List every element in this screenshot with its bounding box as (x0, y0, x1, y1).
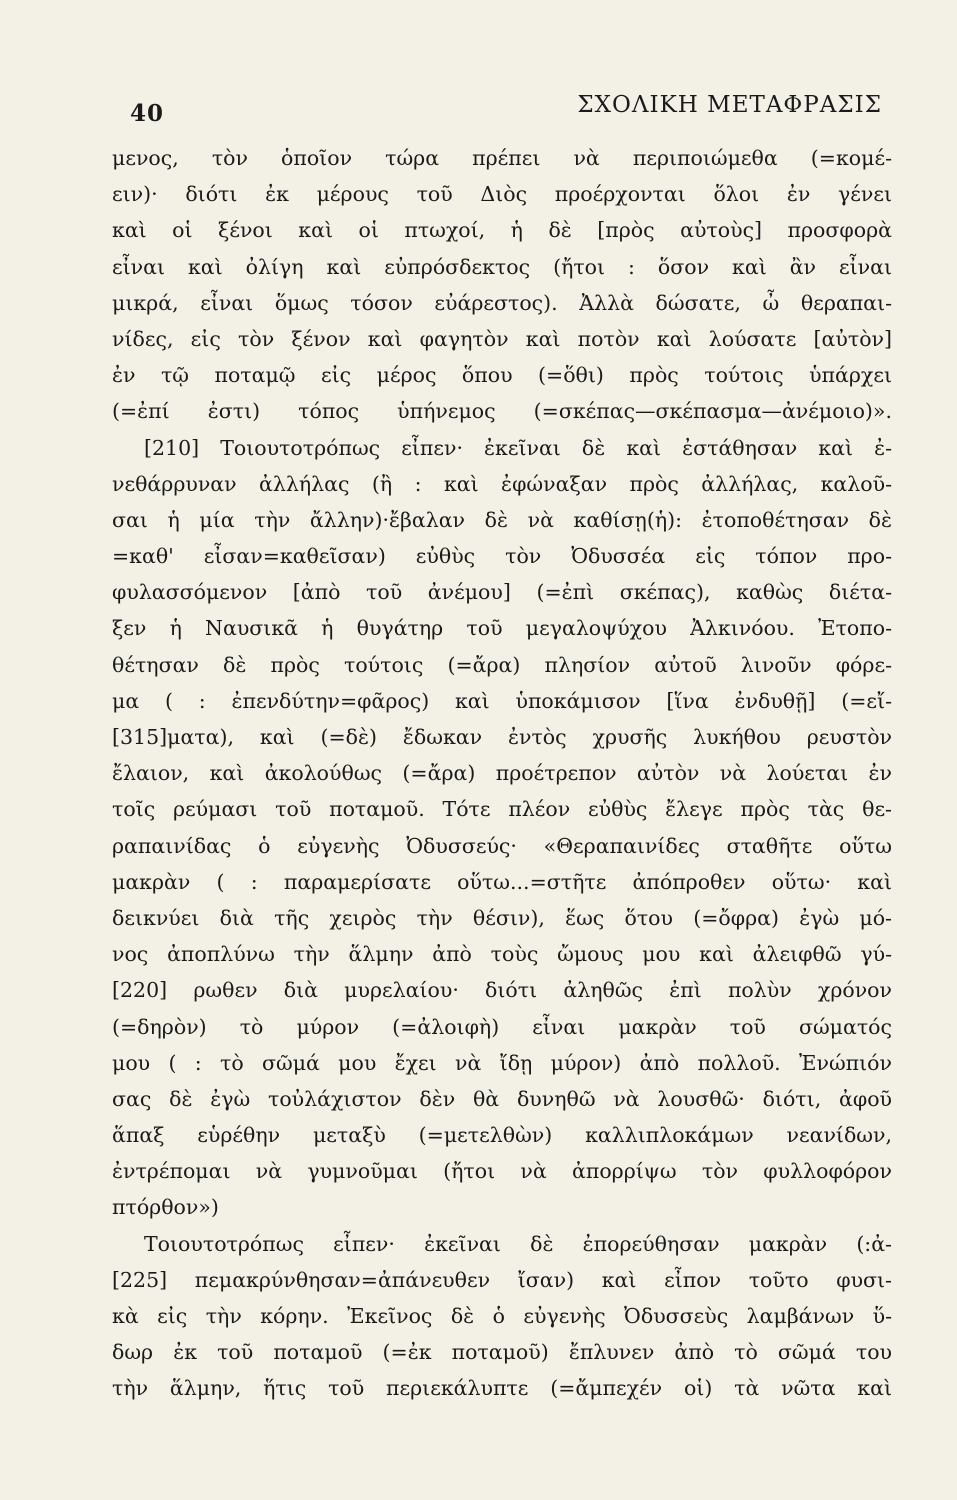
text-line: μικρά, εἶναι ὅμως τόσον εὐάρεστος). Ἀλλὰ δώσατε, ὦ θεραπαι- (112, 290, 892, 315)
text-line: κὰ εἰς τὴν κόρην. Ἐκεῖνος δὲ ὁ εὐγενὴς Ὀδυσσεὺς λαμβάνων ὕ- (112, 1304, 892, 1328)
text-line: νος ἀποπλύνω τὴν ἅλμην ἀπὸ τοὺς ὤμους μου καὶ ἀλειφθῶ γύ- (112, 942, 892, 967)
text-line: φυλασσόμενον [ἀπὸ τοῦ ἀνέμου] (=ἐπὶ σκέπας), καθὼς διέτα- (112, 580, 892, 605)
text-line: σαι ἡ μία τὴν ἄλλην)·ἔβαλαν δὲ νὰ καθίσῃ(ἡ): ἐτοποθέτησαν δὲ (112, 507, 892, 532)
text-line: [220] ρωθεν διὰ μυρελαίου· διότι ἀληθῶς ἐπὶ πολὺν χρόνον (112, 978, 892, 1003)
text-line: [225] πεμακρύνθησαν=ἀπάνευθεν ἴσαν) καὶ εἶπον τοῦτο φυσι- (112, 1267, 892, 1292)
text-line: πτόρθον») (112, 1195, 219, 1220)
text-line: ειν)· διότι ἐκ μέρους τοῦ Διὸς προέρχονται ὅλοι ἐν γένει (112, 182, 892, 207)
text-line: ἐντρέπομαι νὰ γυμνοῦμαι (ἤτοι νὰ ἀπορρίψω τὸν φυλλοφόρον (112, 1159, 892, 1184)
text-line: καὶ οἱ ξένοι καὶ οἱ πτωχοί, ἡ δὲ [πρὸς αὐτοὺς] προσφορὰ (112, 218, 892, 243)
text-line: νεθάρρυναν ἀλλήλας (ἢ : καὶ ἐφώναξαν πρὸς ἀλλήλας, καλοῦ- (112, 471, 892, 496)
text-line: θέτησαν δὲ πρὸς τούτοις (=ἄρα) πλησίον αὐτοῦ λινοῦν φόρε- (112, 652, 892, 677)
text-body (112, 140, 892, 1407)
text-line: (=ἐπί ἐστι) τόπος ὑπήνεμος (=σκέπας—σκέπασμα—ἀνέμοιο)». (112, 399, 892, 424)
text-line: δωρ ἐκ τοῦ ποταμοῦ (=ἐκ ποταμοῦ) ἔπλυνεν ἀπὸ τὸ σῶμά του (112, 1340, 892, 1365)
text-line: νίδες, εἰς τὸν ξένον καὶ φαγητὸν καὶ ποτὸν καὶ λούσατε [αὐτὸν] (112, 326, 892, 351)
text-line: ἅπαξ εὑρέθην μεταξὺ (=μετελθὼν) καλλιπλοκάμων νεανίδων, (112, 1123, 892, 1148)
text-line: ἐν τῷ ποταμῷ εἰς μέρος ὅπου (=ὅθι) πρὸς τούτοις ὑπάρχει (112, 363, 892, 388)
text-line: ραπαινίδας ὁ εὐγενὴς Ὀδυσσεύς· «Θεραπαινίδες σταθῆτε οὕτω (112, 833, 892, 858)
text-line: τοῖς ρεύμασι τοῦ ποταμοῦ. Τότε πλέον εὐθὺς ἔλεγε πρὸς τὰς θε- (112, 797, 892, 822)
text-line: μου ( : τὸ σῶμά μου ἔχει νὰ ἴδῃ μύρον) ἀπὸ πολλοῦ. Ἐνώπιόν (112, 1050, 892, 1075)
text-line: μακρὰν ( : παραμερίσατε οὕτω...=στῆτε ἀπόπροθεν οὕτω· καὶ (112, 869, 892, 894)
text-line: Τοιουτοτρόπως εἶπεν· ἐκεῖναι δὲ ἐπορεύθησαν μακρὰν (:ἀ- (144, 1231, 892, 1256)
text-line: [315]ματα), καὶ (=δὲ) ἔδωκαν ἐντὸς χρυσῆς λυκήθου ρευστὸν (112, 725, 892, 749)
text-line: ξεν ἡ Ναυσικᾶ ἡ θυγάτηρ τοῦ μεγαλοψύχου Ἀλκινόου. Ἐτοπο- (112, 616, 892, 641)
text-line: [210] Τοιουτοτρόπως εἶπεν· ἐκεῖναι δὲ καὶ ἐστάθησαν καὶ ἐ- (144, 435, 892, 460)
text-line: τὴν ἅλμην, ἥτις τοῦ περιεκάλυπτε (=ἄμπεχέν οἱ) τὰ νῶτα καὶ (112, 1376, 892, 1401)
text-line: ἔλαιον, καὶ ἀκολούθως (=ἄρα) προέτρεπον αὐτὸν νὰ λούεται ἐν (112, 761, 892, 786)
text-line: εἶναι καὶ ὀλίγη καὶ εὐπρόσδεκτος (ἤτοι : ὅσον καὶ ἂν εἶναι (112, 254, 892, 279)
running-title: ΣΧΟΛΙΚΗ ΜΕΤΑΦΡΑΣΙΣ (577, 92, 882, 118)
text-line: μα ( : ἐπενδύτην=φᾶρος) καὶ ὑποκάμισον [ἵνα ἐνδυθῇ] (=εἴ- (112, 688, 892, 713)
page-number: 40 (130, 100, 165, 127)
page-header (130, 92, 882, 132)
text-line: δεικνύει διὰ τῆς χειρὸς τὴν θέσιν), ἕως ὅτου (=ὄφρα) ἐγὼ μό- (112, 905, 892, 930)
text-line: μενος, τὸν ὁποῖον τώρα πρέπει νὰ περιποιώμεθα (=κομέ- (112, 146, 892, 170)
text-line: =καθ' εἶσαν=καθεῖσαν) εὐθὺς τὸν Ὀδυσσέα εἰς τόπον προ- (112, 544, 892, 569)
text-line: σας δὲ ἐγὼ τοὐλάχιστον δὲν θὰ δυνηθῶ νὰ λουσθῶ· διότι, ἀφοῦ (112, 1086, 892, 1111)
text-line: (=δηρὸν) τὸ μύρον (=ἀλοιφὴ) εἶναι μακρὰν τοῦ σώματός (112, 1014, 892, 1039)
